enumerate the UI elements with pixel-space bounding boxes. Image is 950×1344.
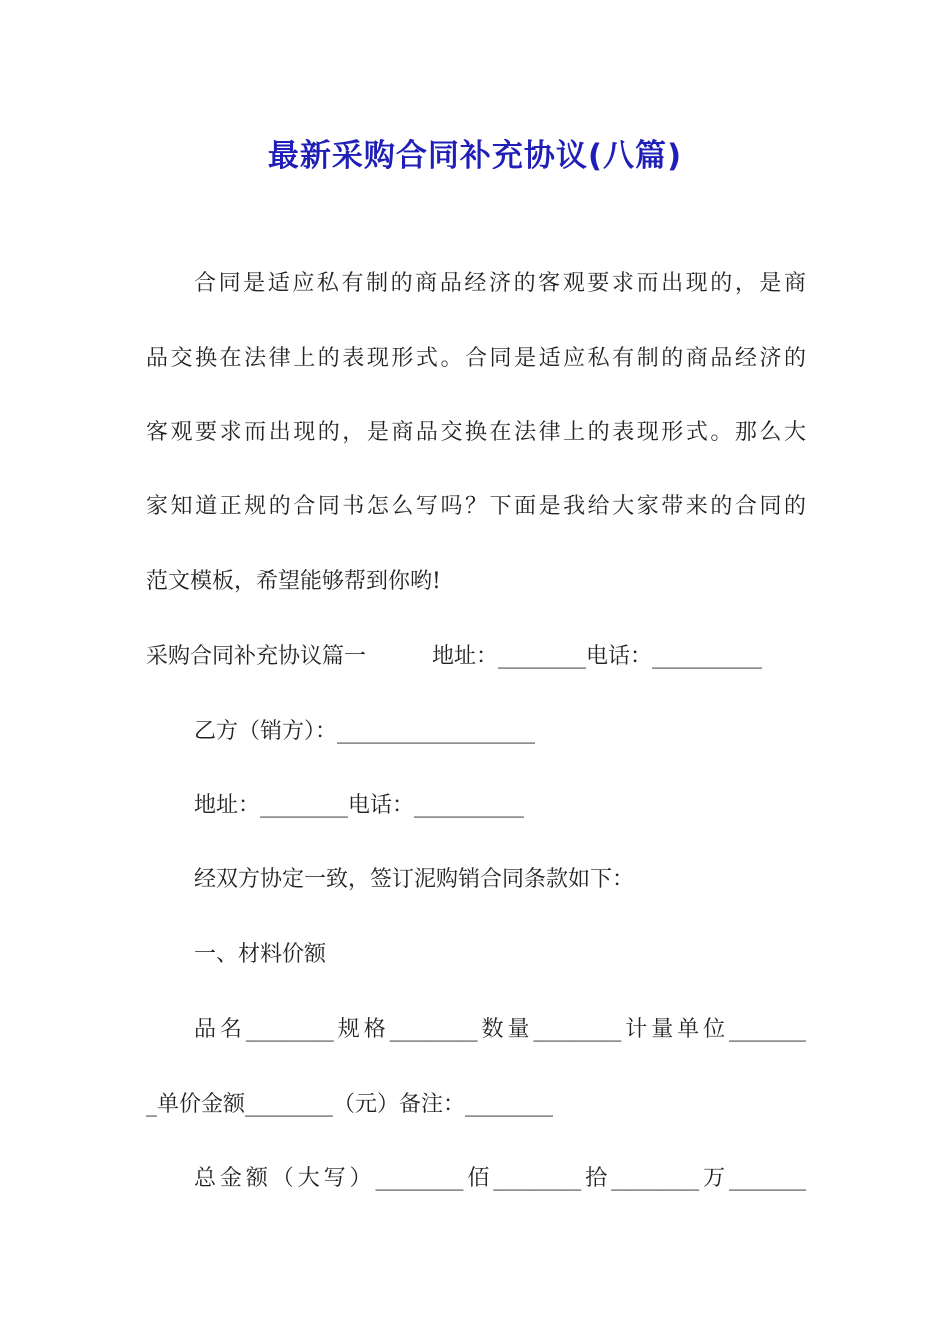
material-fields-line: 品名________规格________数量________计量单位_______ <box>194 1017 806 1042</box>
agreement-statement: 经双方协定一致，签订泥购销合同条款如下： <box>194 867 635 892</box>
intro-line-5: 范文模板，希望能够帮到你哟! <box>146 569 441 594</box>
document-title: 最新采购合同补充协议(八篇) <box>267 138 683 174</box>
intro-line-3: 客观要求而出现的，是商品交换在法律上的表现形式。那么大 <box>146 420 806 445</box>
intro-line-4: 家知道正规的合同书怎么写吗？下面是我给大家带来的合同的 <box>146 494 806 519</box>
party-b-line: 乙方（销方）：__________________ <box>194 719 536 744</box>
party-b-address-line: 地址：________电话：__________ <box>194 793 525 818</box>
clause-1-heading: 一、材料价额 <box>194 942 327 967</box>
intro-line-2: 品交换在法律上的表现形式。合同是适应私有制的商品经济的 <box>146 346 806 371</box>
section-heading-address-line: 采购合同补充协议篇一 地址：________电话：__________ <box>146 644 763 669</box>
intro-line-1: 合同是适应私有制的商品经济的客观要求而出现的，是商 <box>194 271 806 296</box>
total-amount-line: 总金额（大写）________佰________拾________万_______ <box>194 1166 806 1191</box>
price-fields-line: _单价金额________（元）备注：________ <box>146 1092 554 1117</box>
